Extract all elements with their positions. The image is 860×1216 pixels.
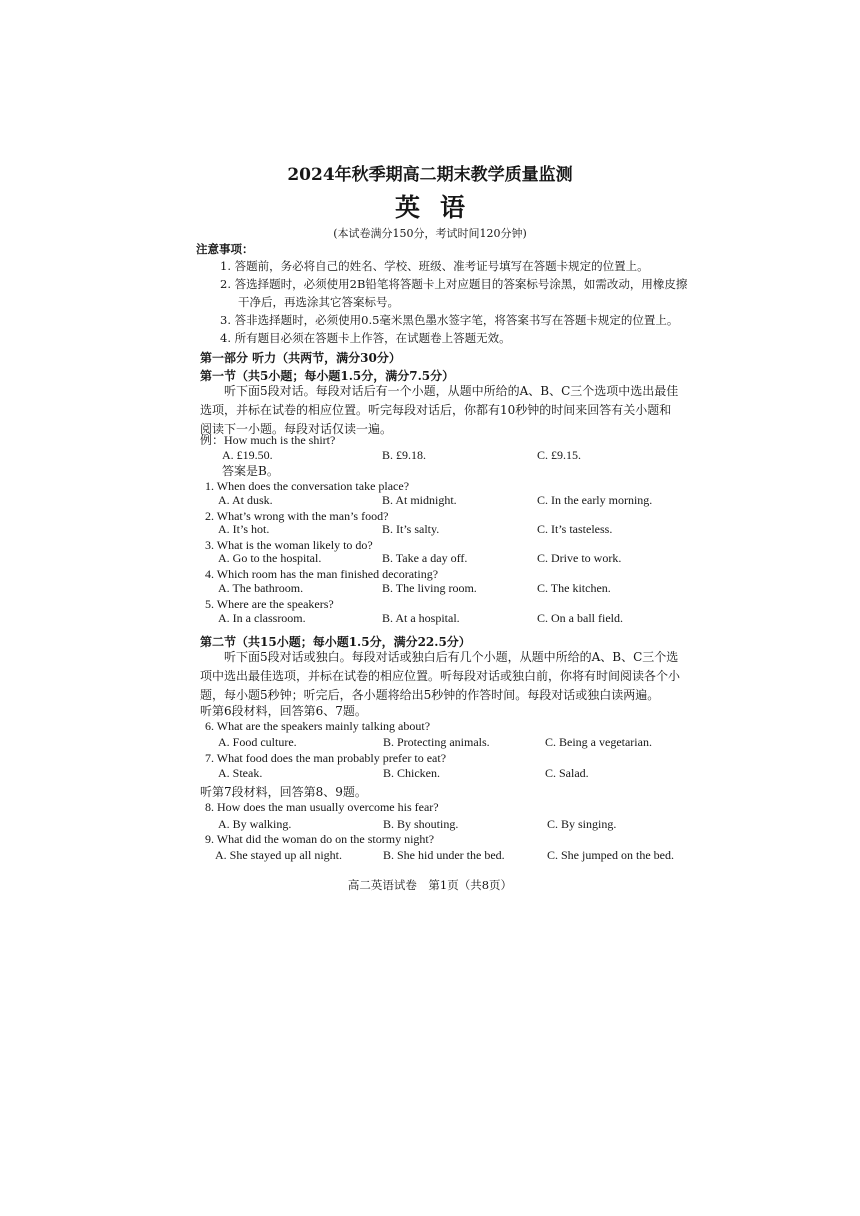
instructions-heading: 注意事项： bbox=[196, 242, 254, 256]
group-label: 听第7段材料，回答第8、9题。 bbox=[200, 785, 367, 799]
option: C. It’s tasteless. bbox=[537, 522, 613, 536]
option: A. By walking. bbox=[218, 817, 292, 831]
option: B. She hid under the bed. bbox=[383, 848, 505, 862]
question: 2. What’s wrong with the man’s food? bbox=[205, 509, 389, 523]
section2-directions: 听下面5段对话或独白。每段对话或独白后有几个小题，从题中所给的A、B、C三个选项中选出最佳选项，并标在试卷的相应位置。听每段对话或独白前，你将有时间阅读各个小题，每小题5秒钟；听完后，各小题将给出5秒钟的作答时间。每段对话或独白读两遍。 bbox=[200, 650, 681, 702]
exam-title: 2024年秋季期高二期末教学质量监测 bbox=[287, 165, 573, 185]
option: C. Salad. bbox=[545, 766, 589, 780]
section1-heading: 第一节（共5小题；每小题1.5分，满分7.5分） bbox=[200, 369, 455, 383]
question: 8. How does the man usually overcome his fear? bbox=[205, 800, 439, 814]
option: A. Go to the hospital. bbox=[218, 551, 322, 565]
subject-title: 英语 bbox=[394, 193, 485, 222]
option: C. By singing. bbox=[547, 817, 617, 831]
option: A. Steak. bbox=[218, 766, 263, 780]
question: 5. Where are the speakers? bbox=[205, 597, 334, 611]
option: A. It’s hot. bbox=[218, 522, 270, 536]
option: B. The living room. bbox=[382, 581, 477, 595]
option: B. Chicken. bbox=[383, 766, 440, 780]
option: C. In the early morning. bbox=[537, 493, 653, 507]
option: C. Drive to work. bbox=[537, 551, 622, 565]
option: B. It’s salty. bbox=[382, 522, 440, 536]
section2-heading: 第二节（共15小题；每小题1.5分，满分22.5分） bbox=[200, 635, 471, 649]
option: C. On a ball field. bbox=[537, 611, 623, 625]
instruction-item: 1. 答题前，务必将自己的姓名、学校、班级、准考证号填写在答题卡规定的位置上。 bbox=[220, 259, 649, 273]
question: 4. Which room has the man finished decorating? bbox=[205, 567, 439, 581]
option: C. She jumped on the bed. bbox=[547, 848, 674, 862]
instruction-item: 4. 所有题目必须在答题卡上作答，在试题卷上答题无效。 bbox=[220, 331, 511, 345]
option: A. She stayed up all night. bbox=[215, 848, 342, 862]
option: B. At midnight. bbox=[382, 493, 457, 507]
part1-heading: 第一部分 听力（共两节，满分30分） bbox=[200, 351, 401, 365]
example-question: 例：How much is the shirt? bbox=[200, 433, 336, 447]
option: C. Being a vegetarian. bbox=[545, 735, 652, 749]
instruction-item: 3. 答非选择题时，必须使用0.5毫米黑色墨水签字笔，将答案书写在答题卡规定的位置上。 bbox=[220, 313, 679, 327]
example-option: B. £9.18. bbox=[382, 448, 427, 462]
question: 9. What did the woman do on the stormy night? bbox=[205, 832, 435, 846]
page-footer: 高二英语试卷 第1页（共8页） bbox=[347, 878, 513, 892]
option: A. At dusk. bbox=[218, 493, 273, 507]
option: C. The kitchen. bbox=[537, 581, 611, 595]
example-option: C. £9.15. bbox=[537, 448, 582, 462]
question: 6. What are the speakers mainly talking about? bbox=[205, 719, 431, 733]
question: 7. What food does the man probably prefer to eat? bbox=[205, 751, 447, 765]
option: B. Protecting animals. bbox=[383, 735, 490, 749]
option: B. At a hospital. bbox=[382, 611, 460, 625]
option: B. By shouting. bbox=[383, 817, 459, 831]
example-answer: 答案是B。 bbox=[222, 464, 279, 478]
section1-directions: 听下面5段对话。每段对话后有一个小题，从题中所给的A、B、C三个选项中选出最佳选项，并标在试卷的相应位置。听完每段对话后，你都有10秒钟的时间来回答有关小题和阅读下一小题。每段对话仅读一遍。 bbox=[200, 384, 679, 436]
option: A. In a classroom. bbox=[218, 611, 306, 625]
option: A. The bathroom. bbox=[218, 581, 304, 595]
instruction-item: 2. 答选择题时，必须使用2B铅笔将答题卡上对应题目的答案标号涂黑，如需改动，用橡皮擦 bbox=[220, 277, 688, 291]
option: B. Take a day off. bbox=[382, 551, 468, 565]
exam-note: (本试卷满分150分，考试时间120分钟) bbox=[333, 227, 527, 240]
instruction-item: 干净后，再选涂其它答案标号。 bbox=[238, 295, 399, 309]
question: 3. What is the woman likely to do? bbox=[205, 538, 373, 552]
option: A. Food culture. bbox=[218, 735, 297, 749]
group-label: 听第6段材料，回答第6、7题。 bbox=[200, 704, 367, 718]
question: 1. When does the conversation take place? bbox=[205, 479, 410, 493]
example-option: A. £19.50. bbox=[222, 448, 273, 462]
